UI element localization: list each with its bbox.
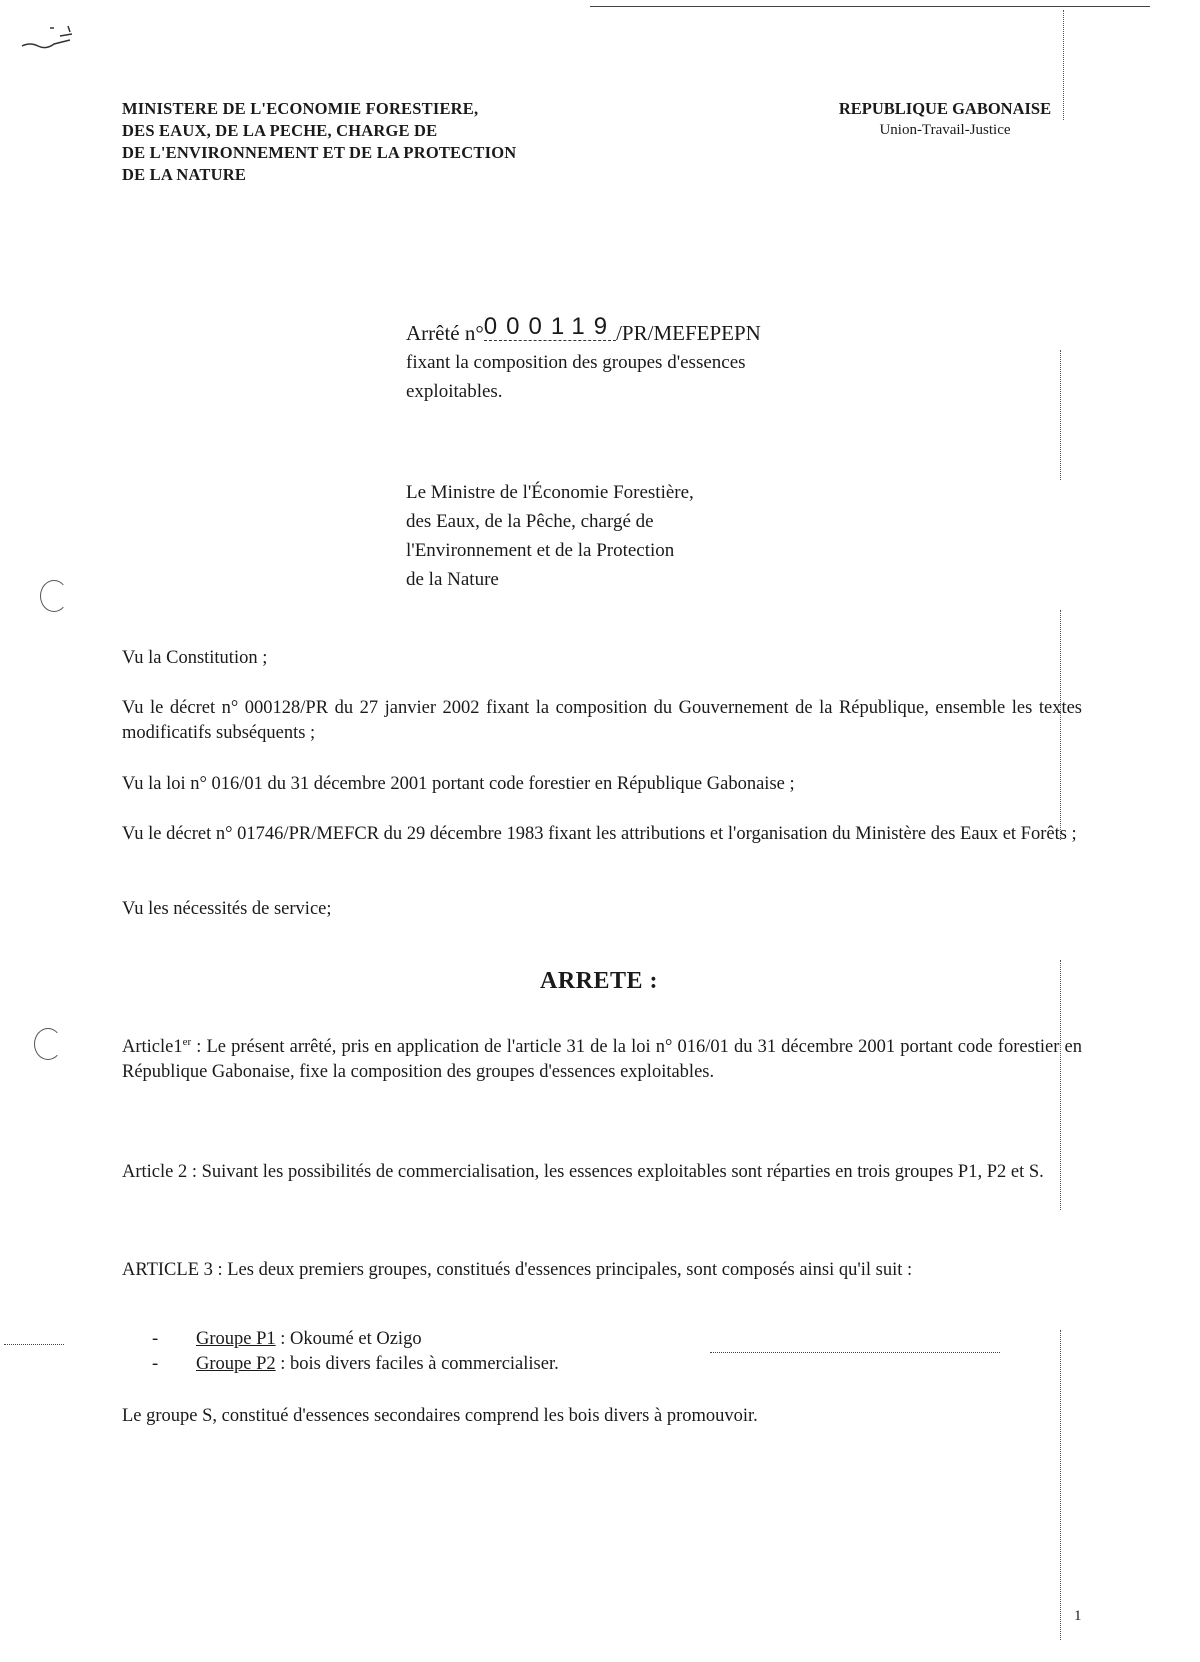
scan-top-line bbox=[590, 6, 1150, 7]
corner-scribble bbox=[20, 22, 90, 52]
scan-right-margin-dots bbox=[1060, 350, 1061, 480]
group-list bbox=[152, 1327, 559, 1377]
consideration: Vu la loi n° 016/01 du 31 décembre 2001 portant code forestier en République Gabonaise ; bbox=[122, 774, 795, 794]
list-item bbox=[152, 1352, 559, 1377]
corner-scribble-icon bbox=[20, 22, 90, 52]
minister-line: de la Nature bbox=[406, 569, 499, 590]
group-s-paragraph: Le groupe S, constitué d'essences secondaires comprend les bois divers à promouvoir. bbox=[122, 1406, 758, 1426]
ministry-header bbox=[122, 98, 516, 186]
consideration: Vu le décret n° 000128/PR du 27 janvier 2002 fixant la composition du Gouvernement de la République, ensemble les textes modificatifs subséquents ; bbox=[122, 698, 1082, 743]
list-dash: - bbox=[152, 1329, 159, 1349]
scan-right-margin-dots bbox=[1060, 1330, 1061, 1640]
ministry-line: DES EAUX, DE LA PECHE, CHARGE DE bbox=[122, 121, 438, 140]
minister-line: des Eaux, de la Pêche, chargé de bbox=[406, 511, 654, 532]
scan-left-line bbox=[4, 1344, 64, 1345]
decree-number: 000119 bbox=[483, 313, 617, 340]
list-dash: - bbox=[152, 1354, 159, 1374]
consideration: Vu le décret n° 01746/PR/MEFCR du 29 décembre 1983 fixant les attributions et l'organisation du Ministère des Eaux et Forêts ; bbox=[122, 824, 1077, 844]
scan-underline-dots bbox=[710, 1352, 1000, 1353]
article-2: Article 2 : Suivant les possibilités de commercialisation, les essences exploitables sont réparties en trois groupes P1, P2 et S. bbox=[122, 1162, 1044, 1182]
ministry-line: MINISTERE DE L'ECONOMIE FORESTIERE, bbox=[122, 99, 479, 118]
decree-suffix: /PR/MEFEPEPN bbox=[616, 321, 761, 345]
group-name: Groupe P2 bbox=[196, 1354, 276, 1374]
minister-line: Le Ministre de l'Économie Forestière, bbox=[406, 482, 694, 503]
decree-subject: exploitables. bbox=[406, 381, 503, 402]
punch-hole-mark bbox=[34, 1028, 62, 1060]
article-1-sup: er bbox=[182, 1036, 192, 1048]
republic-name: REPUBLIQUE GABONAISE bbox=[838, 99, 1052, 118]
article-1-text: : Le présent arrêté, pris en application de l'article 31 de la loi n° 016/01 du 31 décembre 2001 portant code forestier en République Gabonaise, fixe la composition des groupes d'essences exploitables. bbox=[122, 1037, 1082, 1083]
group-desc: : Okoumé et Ozigo bbox=[275, 1329, 422, 1349]
consideration: Vu la Constitution ; bbox=[122, 648, 268, 668]
republic-header bbox=[810, 98, 1080, 140]
group-desc: : bois divers faciles à commercialiser. bbox=[275, 1354, 559, 1374]
arrete-heading: ARRETE : bbox=[540, 968, 659, 994]
decree-subject: fixant la composition des groupes d'essences bbox=[406, 352, 746, 373]
article-1-label: Article1 bbox=[122, 1037, 183, 1058]
republic-motto: Union-Travail-Justice bbox=[879, 122, 1011, 138]
group-name: Groupe P1 bbox=[196, 1329, 276, 1349]
punch-hole-mark bbox=[40, 580, 68, 612]
article-3: ARTICLE 3 : Les deux premiers groupes, constitués d'essences principales, sont composés ainsi qu'il suit : bbox=[122, 1260, 913, 1280]
ministry-line: DE L'ENVIRONNEMENT ET DE LA PROTECTION bbox=[122, 143, 517, 162]
ministry-line: DE LA NATURE bbox=[122, 165, 247, 184]
minister-block bbox=[406, 478, 694, 594]
list-item bbox=[152, 1327, 559, 1352]
consideration: Vu les nécessités de service; bbox=[122, 899, 332, 919]
article-1 bbox=[122, 1030, 1082, 1085]
decree-label: Arrêté n° bbox=[406, 321, 484, 345]
minister-line: l'Environnement et de la Protection bbox=[406, 540, 675, 561]
decree-title bbox=[406, 313, 761, 406]
page-number: 1 bbox=[1074, 1608, 1082, 1624]
